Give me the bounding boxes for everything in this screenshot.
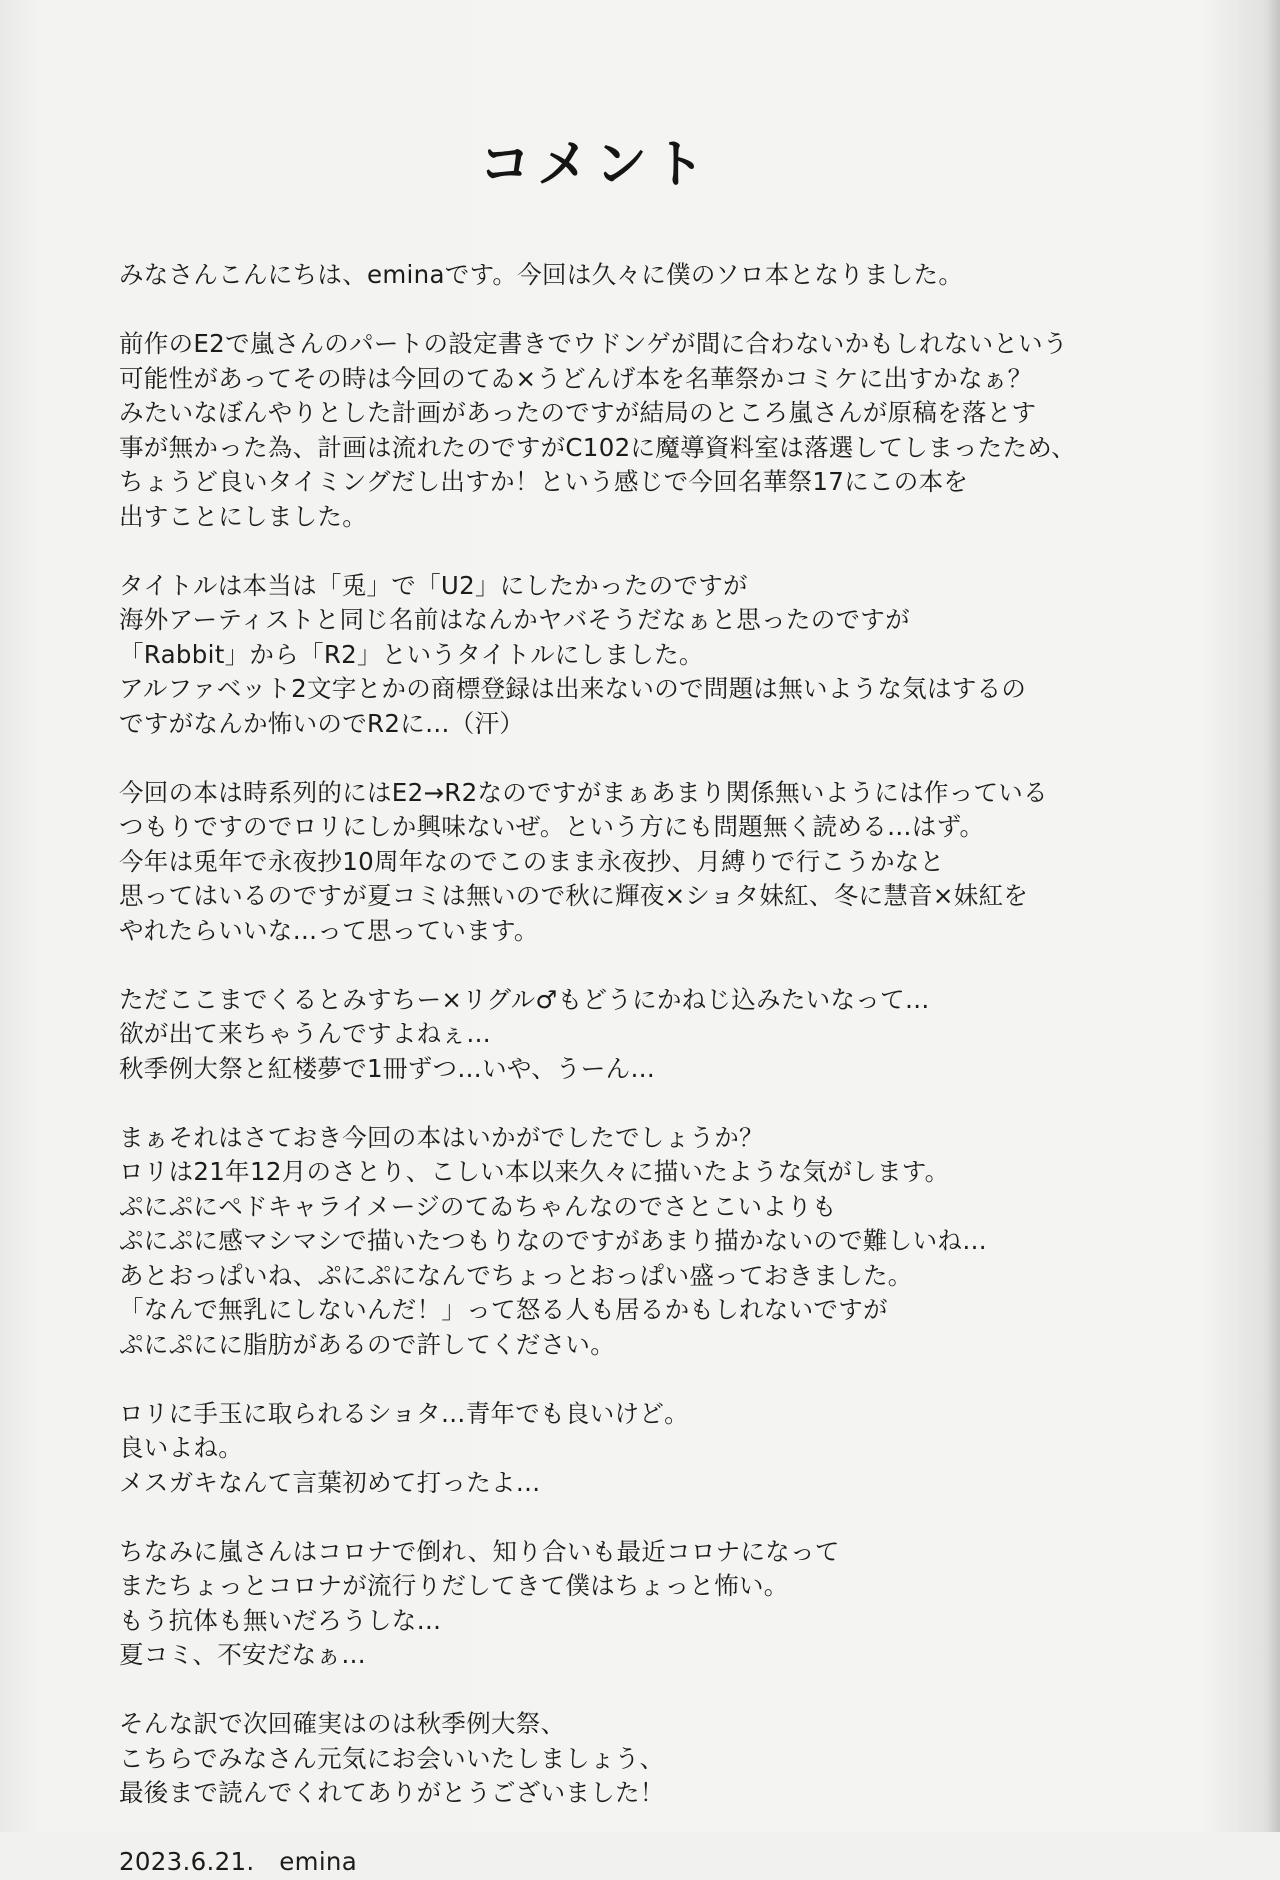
text-line: まぁそれはさておき今回の本はいかがでしたでしょうか？: [119, 1122, 764, 1152]
text-line: ただここまでくるとみすちー×リグル♂もどうにかねじ込みたいなって…: [119, 984, 930, 1014]
paragraph: [119, 1397, 1189, 1501]
text-line: みたいなぼんやりとした計画があったのですが結局のところ嵐さんが原稿を落とす: [119, 398, 1037, 427]
text-line: もう抗体も無いだろうしな…: [119, 1605, 442, 1635]
paragraph: [119, 1707, 1189, 1811]
text-line: ぷにぷにに脂肪があるので許してください。: [119, 1329, 615, 1359]
paragraph-gap: [119, 1500, 1189, 1535]
text-line: つもりですのでロリにしか興味ないぜ。という方にも問題無く読める…はず。: [119, 812, 985, 841]
paragraph: [119, 1535, 1189, 1673]
paragraph: [119, 1121, 1189, 1363]
text-line: メスガキなんて言葉初めて打ったよ…: [119, 1467, 541, 1497]
text-line: 「なんで無乳にしないんだ！」って怒る人も居るかもしれないですが: [119, 1295, 888, 1324]
page-title: コメント: [478, 135, 711, 195]
text-line: ちなみに嵐さんはコロナで倒れ、知り合いも最近コロナになって: [119, 1536, 840, 1566]
paragraph: [119, 776, 1189, 949]
text-line: あとおっぱいね、ぷにぷになんでちょっとおっぱい盛っておきました。: [119, 1260, 913, 1290]
text-line: ぷにぷに感マシマシで描いたつもりなのですがあまり描かないので難しいね…: [119, 1226, 987, 1255]
text-line: ロリは21年12月のさとり、こしい本以来久々に描いたような気がします。: [119, 1157, 950, 1186]
text-line: 事が無かった為、計画は流れたのですがC102に魔導資料室は落選してしまったため、: [119, 432, 1076, 462]
text-line: 海外アーティストと同じ名前はなんかヤバそうだなぁと思ったのですが: [119, 605, 910, 634]
text-line: 「Rabbit」から「R2」というタイトルにしました。: [119, 639, 704, 669]
paragraph-gap: [119, 1362, 1189, 1397]
paragraph-gap: [119, 1811, 1189, 1846]
text-line: 秋季例大祭と紅楼夢で1冊ずつ…いや、うーん…: [119, 1053, 656, 1083]
paragraph-gap: [119, 534, 1189, 569]
text-line: 可能性があってその時は今回のてゐ×うどんげ本を名華祭かコミケに出すかなぁ？: [119, 363, 1033, 393]
paragraph: [119, 258, 1189, 293]
text-line: 前作のE2で嵐さんのパートの設定書きでウドンゲが間に合わないかもしれないという: [119, 329, 1068, 358]
paragraph-gap: [119, 293, 1189, 328]
paragraph-gap: [119, 741, 1189, 776]
text-line: 夏コミ、不安だなぁ…: [119, 1640, 367, 1669]
text-line: 2023.6.21. emina: [119, 1847, 358, 1876]
text-line: またちょっとコロナが流行りだしてきて僕はちょっと怖い。: [119, 1571, 789, 1600]
text-line: 今年は兎年で永夜抄10周年なのでこのまま永夜抄、月縛りで行こうかなと: [119, 846, 945, 876]
text-line: 今回の本は時系列的にはE2→R2なのですがまぁあまり関係無いようには作っている: [119, 777, 1048, 807]
text-line: 思ってはいるのですが夏コミは無いので秋に輝夜×ショタ妹紅、冬に慧音×妹紅を: [119, 881, 1029, 910]
paragraph-gap: [119, 1086, 1189, 1121]
text-line: ロリに手玉に取られるショタ…青年でも良いけど。: [119, 1398, 689, 1428]
text-line: アルファベット2文字とかの商標登録は出来ないので問題は無いような気はするの: [119, 674, 1027, 703]
paragraph: [119, 327, 1189, 534]
text-line: 欲が出て来ちゃうんですよねぇ…: [119, 1019, 491, 1048]
text-line: ぷにぷにペドキャライメージのてゐちゃんなのでさとこいよりも: [119, 1191, 837, 1221]
text-line: 最後まで読んでくれてありがとうございました！: [119, 1778, 665, 1807]
text-line: 良いよね。: [119, 1433, 243, 1462]
text-line: 出すことにしました。: [119, 501, 367, 531]
paragraph-gap: [119, 1673, 1189, 1708]
comment-body: [119, 258, 1189, 1880]
text-line: そんな訳で次回確実はのは秋季例大祭、: [119, 1709, 566, 1738]
paragraph: [119, 983, 1189, 1087]
page-binding-shadow: [1266, 0, 1280, 1832]
text-line: ちょうど良いタイミングだし出すか！という感じで今回名華祭17にこの本を: [119, 467, 969, 496]
text-line: やれたらいいな…って思っています。: [119, 915, 539, 945]
text-line: みなさんこんにちは、eminaです。今回は久々に僕のソロ本となりました。: [119, 260, 964, 289]
signature-paragraph: [119, 1845, 1189, 1880]
text-line: こちらでみなさん元気にお会いいたしましょう、: [119, 1743, 665, 1773]
paragraph: [119, 569, 1189, 742]
text-line: ですがなんか怖いのでR2に…（汗）: [119, 708, 525, 738]
paragraph-gap: [119, 948, 1189, 983]
text-line: タイトルは本当は「兎」で「U2」にしたかったのですが: [119, 570, 748, 600]
